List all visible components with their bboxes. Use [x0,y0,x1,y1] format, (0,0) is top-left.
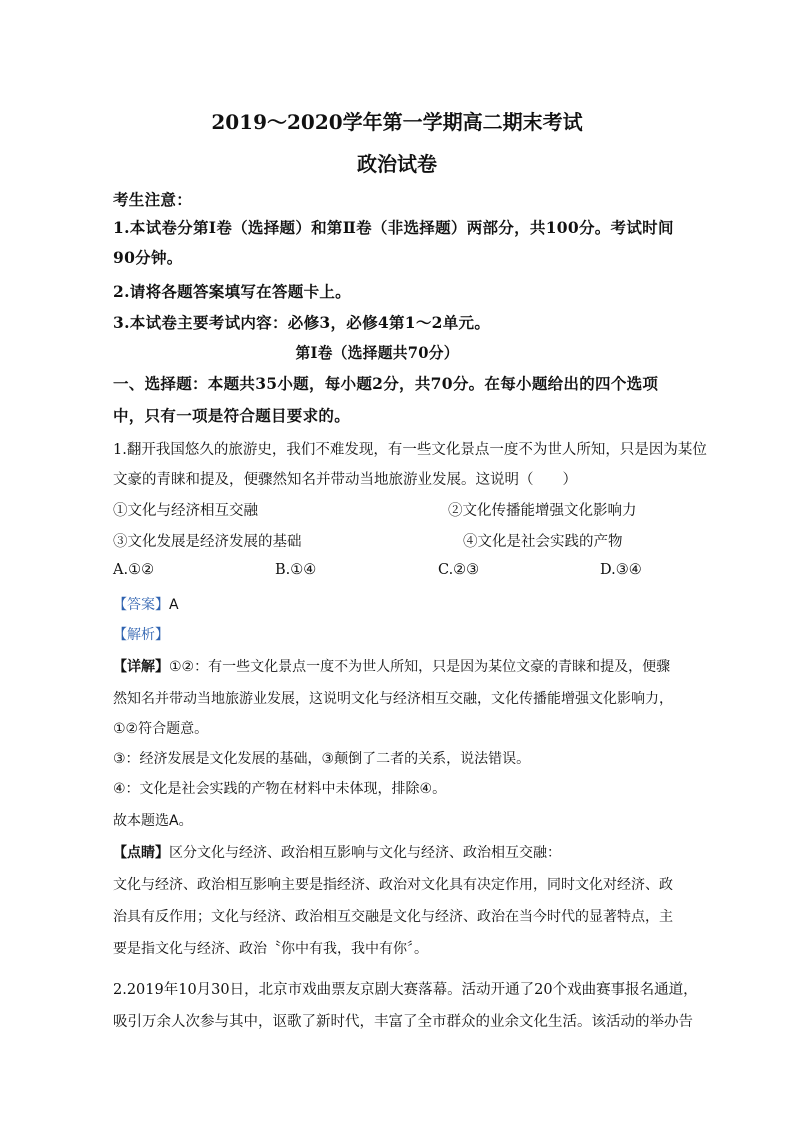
analysis-tag: 【解析】 [113,627,169,643]
notice-item: 90分钟。 [113,248,183,267]
option-c: C.②③ [438,562,480,578]
section-heading: 第Ⅰ卷（选择题共70分） [295,343,459,362]
exam-subtitle: 政治试卷 [357,152,437,176]
point-text: 要是指文化与经济、政治〝你中有我，我中有你〞。 [113,941,428,957]
question-stem: 2.2019年10月30日，北京市戏曲票友京剧大赛落幕。活动开通了20个戏曲赛事报名通道， [113,982,698,998]
statement: ③文化发展是经济发展的基础 [113,534,302,550]
detail-text: ④：文化是社会实践的产物在材料中未体现，排除④。 [113,781,447,797]
question-stem: 1.翻开我国悠久的旅游史，我们不难发现，有一些文化景点一度不为世人所知，只是因为某位 [113,442,707,458]
question-stem: 吸引万余人次参与其中，讴歌了新时代，丰富了全市群众的业余文化生活。该活动的举办告 [113,1014,693,1030]
detail-text: ①②：有一些文化景点一度不为世人所知，只是因为某位文豪的青睐和提及，便骤 [169,659,671,675]
statement: ①文化与经济相互交融 [113,503,258,519]
detail-text: ③：经济发展是文化发展的基础，③颠倒了二者的关系，说法错误。 [113,751,531,767]
answer-line [113,594,179,614]
statement: ④文化是社会实践的产物 [463,534,623,550]
section-intro: 一、选择题：本题共35小题，每小题2分，共70分。在每小题给出的四个选项 [113,374,659,393]
notice-heading: 考生注意： [113,190,193,209]
point-tag: 【点睛】 [113,845,169,861]
question-stem: 文豪的青睐和提及，便骤然知名并带动当地旅游业发展。这说明（ ） [113,472,577,488]
option-a: A.①② [113,562,155,578]
detail-text: ①②符合题意。 [113,721,209,737]
point-heading: 区分文化与经济、政治相互影响与文化与经济、政治相互交融： [169,845,561,861]
notice-item: 1.本试卷分第Ⅰ卷（选择题）和第Ⅱ卷（非选择题）两部分，共100分。考试时间 [113,218,674,237]
exam-title: 2019～2020学年第一学期高二期末考试 [211,110,583,134]
section-intro: 中，只有一项是符合题目要求的。 [113,406,351,425]
point-text: 治具有反作用；文化与经济、政治相互交融是文化与经济、政治在当今时代的显著特点，主 [113,909,673,925]
point-text: 文化与经济、政治相互影响主要是指经济、政治对文化具有决定作用，同时文化对经济、政 [113,877,673,893]
notice-item: 3.本试卷主要考试内容：必修3，必修4第1～2单元。 [113,313,491,332]
detail-text: 故本题选A。 [113,813,193,829]
option-b: B.①④ [275,562,317,578]
point-line [113,842,561,862]
detail-text: 然知名并带动当地旅游业发展，这说明文化与经济相互交融，文化传播能增强文化影响力， [113,691,673,707]
statement: ②文化传播能增强文化影响力 [448,503,637,519]
answer-tag: 【答案】 [113,597,169,613]
detail-tag: 【详解】 [113,659,169,675]
option-d: D.③④ [600,562,642,578]
notice-item: 2.请将各题答案填写在答题卡上。 [113,282,351,301]
detail-line [113,656,670,676]
answer-value: A [169,597,179,613]
